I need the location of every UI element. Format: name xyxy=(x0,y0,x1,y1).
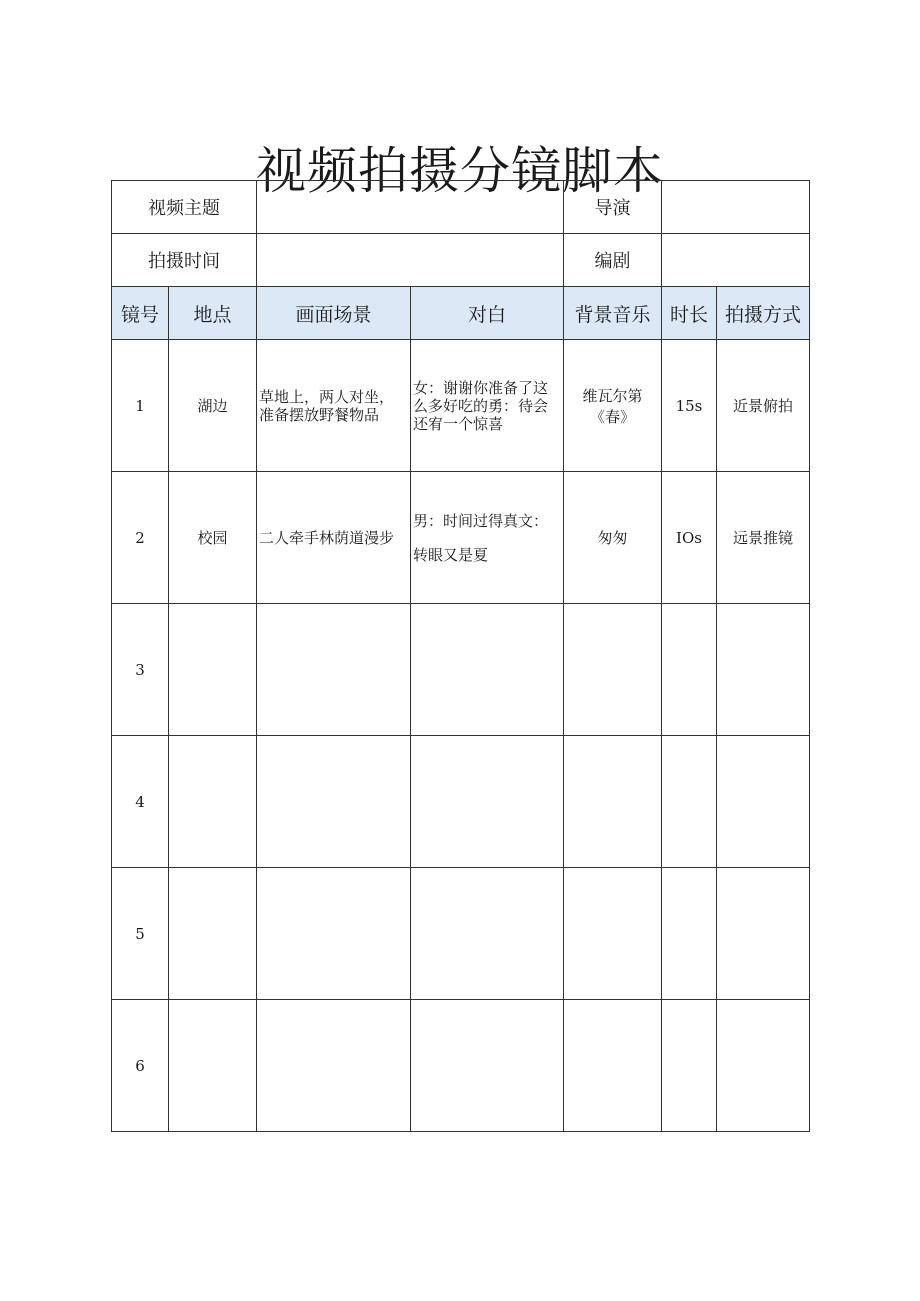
shot-number: 5 xyxy=(112,868,169,1000)
dialogue-line: 女：谢谢你准备了这么多好吃的勇：待会还宥一个惊喜 xyxy=(413,378,549,433)
location-cell[interactable] xyxy=(169,604,257,736)
music-cell[interactable] xyxy=(564,736,662,868)
scene-cell[interactable] xyxy=(257,1000,411,1132)
table-row xyxy=(112,340,810,472)
storyboard-table xyxy=(111,180,810,1132)
method-cell[interactable]: 远景推镜 xyxy=(717,472,810,604)
music-cell[interactable] xyxy=(564,1000,662,1132)
dialogue-cell[interactable] xyxy=(411,1000,564,1132)
duration-cell[interactable] xyxy=(662,736,717,868)
music-cell[interactable] xyxy=(564,868,662,1000)
scene-cell[interactable] xyxy=(257,736,411,868)
location-cell[interactable] xyxy=(169,736,257,868)
page-title: 视频拍摄分镜脚本 xyxy=(256,141,664,200)
method-cell[interactable]: 近景俯拍 xyxy=(717,340,810,472)
duration-cell[interactable] xyxy=(662,868,717,1000)
shot-number: 2 xyxy=(112,472,169,604)
dialogue-line: 转眼又是夏 xyxy=(413,545,489,564)
writer-field[interactable] xyxy=(662,234,810,287)
location-cell[interactable]: 湖边 xyxy=(169,340,257,472)
column-header-row xyxy=(112,287,810,340)
music-cell[interactable]: 维瓦尔第《春》 xyxy=(564,340,662,472)
shot-number: 1 xyxy=(112,340,169,472)
column-header-music: 背景音乐 xyxy=(564,287,662,340)
date-field[interactable] xyxy=(257,234,564,287)
method-cell[interactable] xyxy=(717,868,810,1000)
table-row xyxy=(112,1000,810,1132)
column-header-scene: 画面场景 xyxy=(257,287,411,340)
column-header-method: 拍摄方式 xyxy=(717,287,810,340)
theme-field[interactable] xyxy=(257,181,564,234)
column-header-duration: 时长 xyxy=(662,287,717,340)
writer-label: 编剧 xyxy=(564,234,662,287)
column-header-shot: 镜号 xyxy=(112,287,169,340)
dialogue-cell[interactable] xyxy=(411,868,564,1000)
table-row xyxy=(112,472,810,604)
shot-number: 6 xyxy=(112,1000,169,1132)
table-row xyxy=(112,736,810,868)
location-cell[interactable] xyxy=(169,868,257,1000)
duration-cell[interactable] xyxy=(662,1000,717,1132)
dialogue-cell[interactable] xyxy=(411,340,564,472)
shot-number: 3 xyxy=(112,604,169,736)
table-row xyxy=(112,868,810,1000)
table-row xyxy=(112,604,810,736)
duration-cell[interactable] xyxy=(662,604,717,736)
director-label: 导演 xyxy=(564,181,662,234)
date-label: 拍摄时间 xyxy=(112,234,257,287)
method-cell[interactable] xyxy=(717,1000,810,1132)
scene-cell[interactable]: 草地上，两人对坐，准备摆放野餐物品 xyxy=(257,340,411,472)
scene-cell[interactable]: 二人牵手林荫道漫步 xyxy=(257,472,411,604)
music-cell[interactable]: 匆匆 xyxy=(564,472,662,604)
method-cell[interactable] xyxy=(717,604,810,736)
dialogue-cell[interactable] xyxy=(411,604,564,736)
music-cell[interactable] xyxy=(564,604,662,736)
location-cell[interactable]: 校园 xyxy=(169,472,257,604)
column-header-dialogue: 对白 xyxy=(411,287,564,340)
info-row-theme xyxy=(112,181,810,234)
column-header-location: 地点 xyxy=(169,287,257,340)
scene-cell[interactable] xyxy=(257,604,411,736)
dialogue-line: 男：时间过得真文： xyxy=(413,511,549,530)
info-row-date xyxy=(112,234,810,287)
scene-cell[interactable] xyxy=(257,868,411,1000)
duration-cell[interactable]: IOs xyxy=(662,472,717,604)
dialogue-cell[interactable] xyxy=(411,736,564,868)
location-cell[interactable] xyxy=(169,1000,257,1132)
director-field[interactable] xyxy=(662,181,810,234)
theme-label: 视频主题 xyxy=(112,181,257,234)
dialogue-cell[interactable] xyxy=(411,472,564,604)
shot-number: 4 xyxy=(112,736,169,868)
method-cell[interactable] xyxy=(717,736,810,868)
duration-cell[interactable]: 15s xyxy=(662,340,717,472)
